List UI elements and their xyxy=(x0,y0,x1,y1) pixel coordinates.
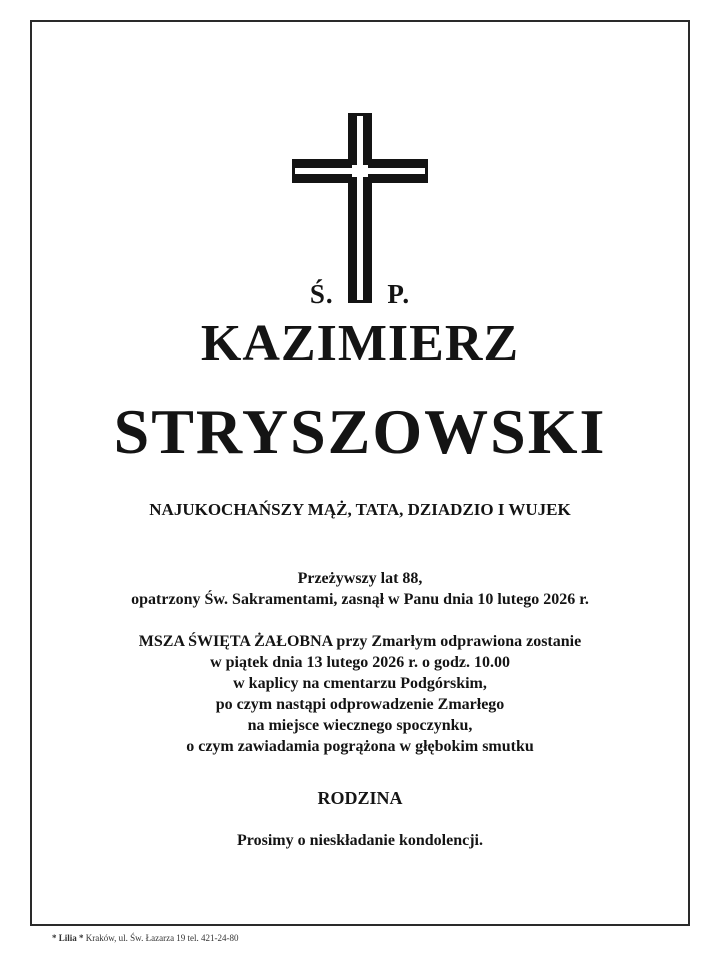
mass-title: MSZA ŚWIĘTA ŻAŁOBNA xyxy=(138,633,333,650)
mass-line-4: po czym nastąpi odprowadzenie Zmarłego xyxy=(215,696,505,713)
mass-line-3: w kaplicy na cmentarzu Podgórskim, xyxy=(233,675,487,692)
family-roles: NAJUKOCHAŃSZY MĄŻ, TATA, DZIADZIO I WUJEK xyxy=(149,500,571,519)
mass-line-6: o czym zawiadamia pogrążona w głębokim smutku xyxy=(186,738,534,755)
family-signature: RODZINA xyxy=(317,788,403,808)
mass-line-1 xyxy=(0,631,720,652)
age-line: Przeżywszy lat 88, xyxy=(297,570,423,587)
deceased-last-name: STRYSZOWSKI xyxy=(113,396,607,467)
death-line: opatrzony Św. Sakramentami, zasnął w Panu dnia 10 lutego 2026 r. xyxy=(131,591,589,608)
mass-line-5: na miejsce wiecznego spoczynku, xyxy=(247,717,473,734)
printer-footer xyxy=(52,933,239,943)
deceased-first-name: KAZIMIERZ xyxy=(200,315,520,372)
mass-block xyxy=(0,631,720,757)
mass-line-2: w piątek dnia 13 lutego 2026 r. o godz. 10.00 xyxy=(210,654,510,671)
mass-line-1-rest: przy Zmarłym odprawiona zostanie xyxy=(332,633,582,650)
printer-brand: * Lilia * xyxy=(52,933,84,943)
age-block xyxy=(0,568,720,610)
cross-icon xyxy=(292,113,428,303)
memory-prefix: Ś. P. xyxy=(309,279,411,309)
printer-address: Kraków, ul. Św. Łazarza 19 tel. 421-24-80 xyxy=(83,933,239,943)
condolence-request: Prosimy o nieskładanie kondolencji. xyxy=(237,832,483,849)
